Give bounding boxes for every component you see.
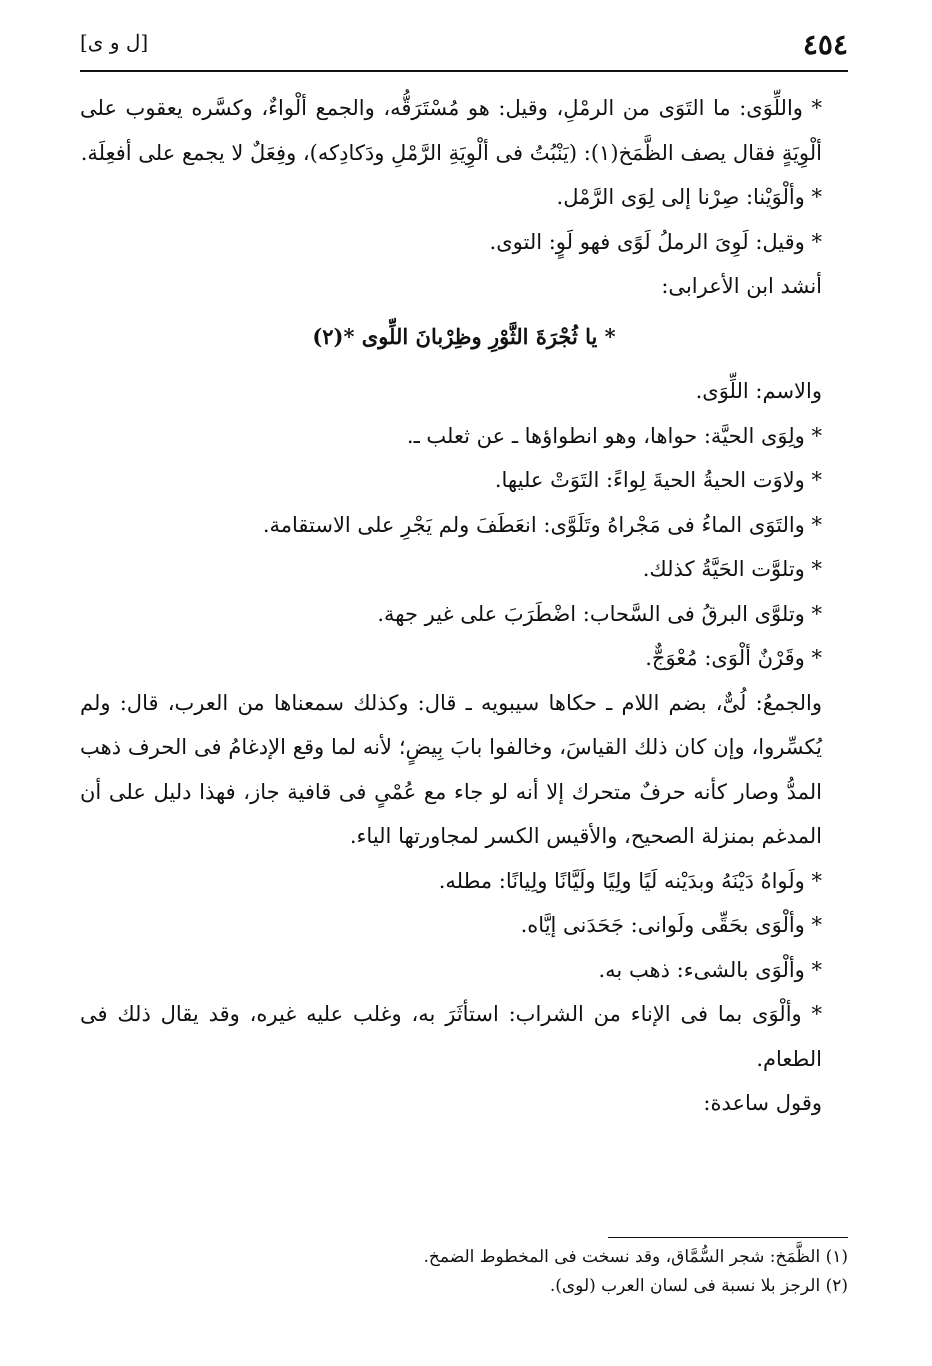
root-letters-heading: [ل و ى] [80, 30, 149, 54]
paragraph: وقول ساعدة: [703, 1091, 822, 1115]
paragraph: والجمعُ: لُىٌّ، بضم اللام ـ حكاها سيبويه ـ قال: وكذلك سمعناها من العرب، قال: ولم يُكسِّروا، وإن كان ذلك القياسَ، وخالفوا بابَ بِيضٍ؛ لأنه لما وقع الإدغامُ فى الحرف ذهب المدُّ وصار كأنه حرفٌ متحرك إلا أنه لو جاء مع عُمْىٍ فى قافية جاز، فهذا دليل على أن المدغم بمنزلة الصحيح، والأقيس الكسر لمجاورتها الياء. [80, 690, 822, 848]
paragraph: * ولاوَت الحيةُ الحيةَ لِواءً: التَوَتْ عليها. [494, 468, 822, 492]
footnotes [80, 1243, 848, 1301]
paragraph: * ولَواهُ دَيْنَهُ وبدَيْنه لَيًا ولِيًا ولَيَّانًا ولِيانًا: مطله. [438, 868, 822, 893]
paragraph: * وألْوَى بحَقِّى ولَوانى: جَحَدَنى إيَّاه. [520, 913, 822, 937]
paragraph: * واللِّوَى: ما التَوَى من الرمْلِ، وقيل: هو مُسْتَرَقُّه، والجمع ألْواءٌ، وكسَّره يعقوب على ألْوِيَةٍ فقال يصف الظَّمَخ(١): (يَنْبُتُ فى ألْوِيَةِ الرَّمْلِ ودَكادِكه)، وفِعَلٌ لا يجمع على أفعِلَة. [80, 96, 822, 165]
page-number: ٤٥٤ [802, 28, 848, 61]
paragraph: أنشد ابن الأعرابى: [661, 274, 822, 298]
paragraph: والاسم: اللِّوَى. [695, 379, 822, 403]
page-header [80, 30, 848, 66]
paragraph: * وألْوَى بالشىء: ذهب به. [598, 957, 822, 982]
footnote: (٢) الرجز بلا نسبة فى لسان العرب (لوى). [549, 1276, 848, 1296]
footnote: (١) الظَّمَخ: شجر السُّمَّاق، وقد نسخت فى المخطوط الضمخ. [423, 1247, 848, 1267]
paragraph: * وألْوَى بما فى الإناء من الشراب: استأثَرَ به، وغلب عليه غيره، وقد يقال ذلك فى الطعام. [80, 1002, 822, 1071]
paragraph: * وقيل: لَوِىَ الرملُ لَوًى فهو لَوٍ: التوى. [489, 229, 822, 254]
paragraph: * ولِوَى الحيَّة: حواها، وهو انطواؤها ـ عن ثعلب ـ. [406, 423, 822, 448]
footnote-rule [608, 1237, 848, 1238]
paragraph: * وألْوَيْنا: صِرْنا إلى لِوَى الرَّمْل. [556, 185, 822, 209]
header-rule [80, 70, 848, 72]
paragraph: * وتلوَّت الحَيَّةُ كذلك. [642, 557, 822, 581]
verse-line: * يا ثُجْرَةَ الثَّوْرِ وظِرْبانَ اللِّوى *(٢) [312, 323, 616, 349]
paragraph: * وتلوَّى البرقُ فى السَّحاب: اضْطَرَبَ على غير جهة. [377, 601, 822, 626]
entry-body [80, 86, 848, 1126]
paragraph: * والتَوَى الماءُ فى مَجْراهُ وتَلَوَّى: انعَطَفَ ولم يَجْرِ على الاستقامة. [262, 512, 822, 537]
paragraph: * وقَرْنٌ ألْوَى: مُعْوَجٌّ. [645, 646, 822, 670]
